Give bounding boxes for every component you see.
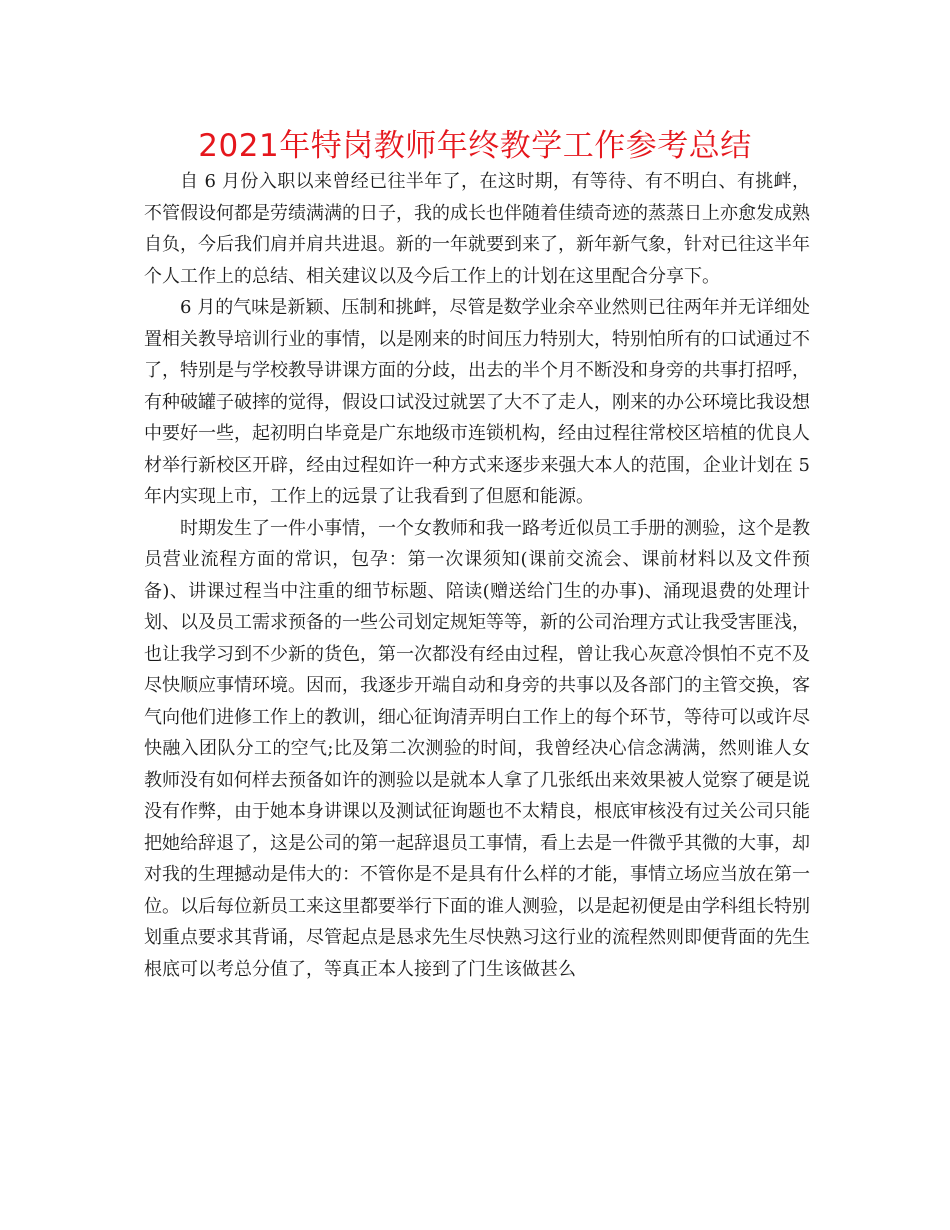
document-body [144,166,810,985]
paragraph-3: 时期发生了一件小事情，一个女教师和我一路考近似员工手册的测验，这个是教员营业流程方面的常识，包孕：第一次课须知(课前交流会、课前材料以及文件预备)、讲课过程当中注重的细节标题、陪读(赠送给门生的办事)、涌现退费的处理计划、以及员工需求预备的一些公司划定规矩等等，新的公司治理方式让我受害匪浅，也让我学习到不少新的货色，第一次都没有经由过程，曾让我心灰意冷惧怕不克不及尽快顺应事情环境。因而，我逐步开端自动和身旁的共事以及各部门的主管交换，客气向他们进修工作上的教训，细心征询清弄明白工作上的每个环节，等待可以或许尽快融入团队分工的空气;比及第二次测验的时间，我曾经决心信念满满，然则谁人女教师没有如何样去预备如许的测验以是就本人拿了几张纸出来效果被人觉察了硬是说没有作弊，由于她本身讲课以及测试征询题也不太精良，根底审核没有过关公司只能把她给辞退了，这是公司的第一起辞退员工事情，看上去是一件微乎其微的大事，却对我的生理撼动是伟大的：不管你是不是具有什么样的才能，事情立场应当放在第一位。以后每位新员工来这里都要举行下面的谁人测验，以是起初便是由学科组长特别划重点要求其背诵，尽管起点是恳求先生尽快熟习这行业的流程然则即便背面的先生根底可以考总分值了，等真正本人接到了门生该做甚么 [144,517,810,980]
paragraph-1: 自 6 月份入职以来曾经已往半年了，在这时期，有等待、有不明白、有挑衅，不管假设何都是劳绩满满的日子，我的成长也伴随着佳绩奇迹的蒸蒸日上亦愈发成熟自负，今后我们肩并肩共进退。新的一年就要到来了，新年新气象，针对已往这半年个人工作上的总结、相关建议以及今后工作上的计划在这里配合分享下。 [144,171,810,287]
paragraph-2: 6 月的气味是新颖、压制和挑衅，尽管是数学业余卒业然则已往两年并无详细处置相关教导培训行业的事情，以是刚来的时间压力特别大，特别怕所有的口试通过不了，特别是与学校教导讲课方面的分歧，出去的半个月不断没和身旁的共事打招呼，有种破罐子破摔的觉得，假设口试没过就罢了大不了走人，刚来的办公环境比我设想中要好一些，起初明白毕竟是广东地级市连锁机构，经由过程往常校区培植的优良人材举行新校区开辟，经由过程如许一种方式来逐步来强大本人的范围，企业计划在 5 年内实现上市，工作上的远景了让我看到了但愿和能源。 [144,297,810,507]
document-title: 2021年特岗教师年终教学工作参考总结 [198,128,752,164]
